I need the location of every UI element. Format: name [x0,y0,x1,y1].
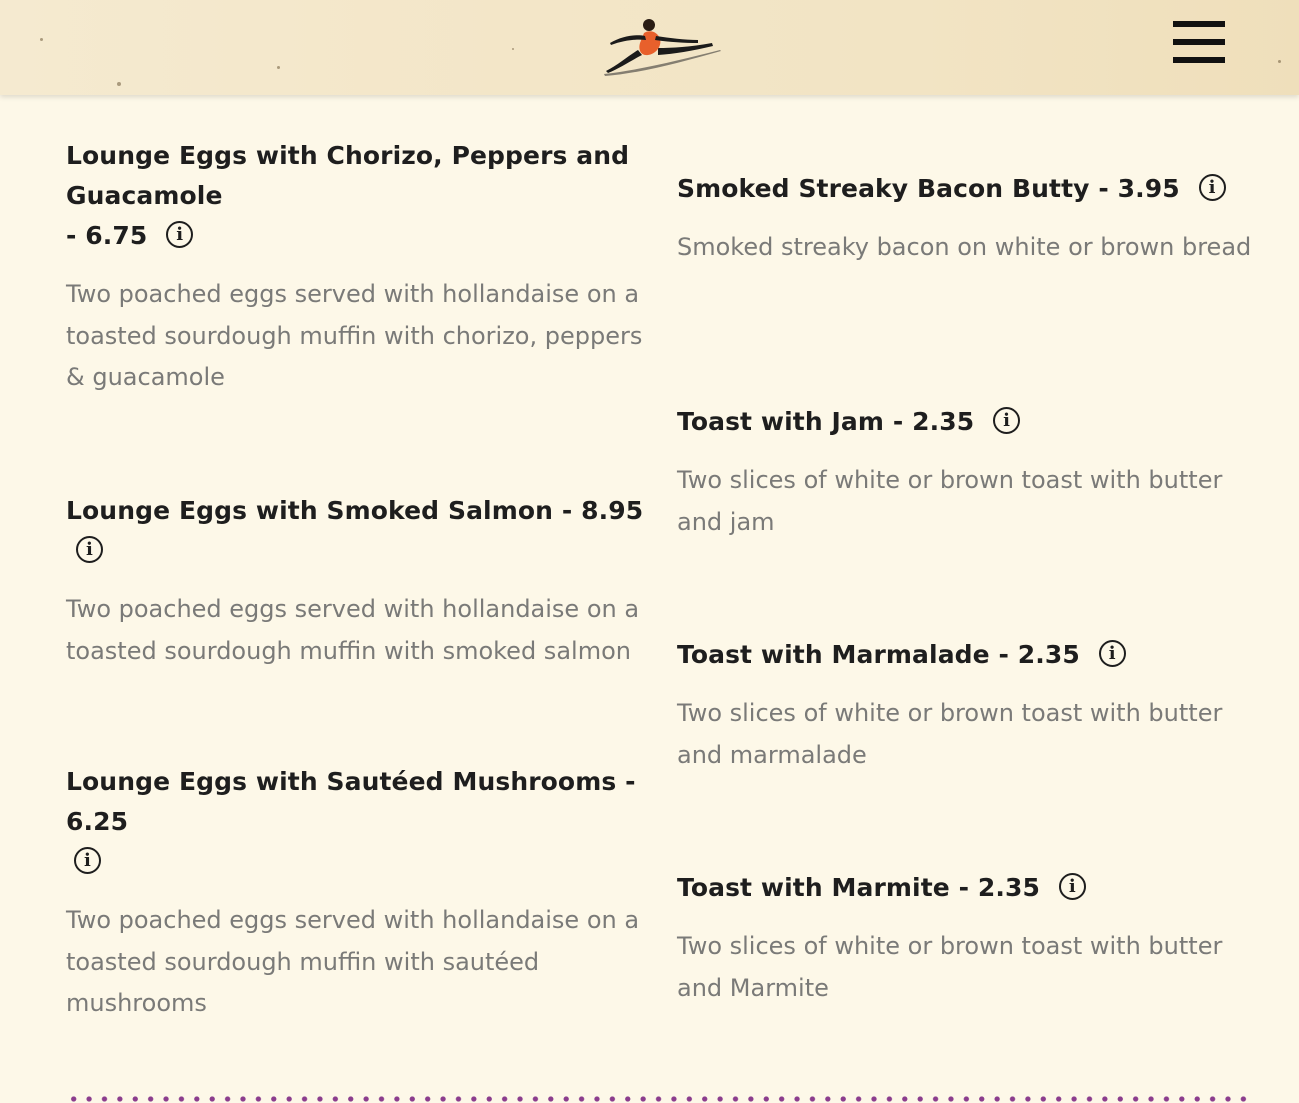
menu-item-price: - 6.25 [66,767,636,836]
paper-texture-speck [512,48,514,50]
info-icon[interactable]: i [166,221,193,248]
info-icon[interactable]: i [993,407,1020,434]
menu-item-title [677,169,1267,209]
menu-item-title [66,136,656,256]
menu-item [677,635,1267,776]
paper-texture-speck [1278,60,1281,63]
info-icon[interactable]: i [1059,873,1086,900]
menu-item-price: - 8.95 [561,496,644,525]
info-icon[interactable]: i [1099,640,1126,667]
menu-item-description: Two slices of white or brown toast with butter and jam [677,466,1223,536]
menu-item-description: Two poached eggs served with hollandaise on a toasted sourdough muffin with chorizo, peppers & guacamole [66,280,643,391]
menu-item [66,762,656,1025]
menu-item-title [677,635,1267,675]
menu-item-title [66,491,656,571]
menu-item [677,402,1267,543]
menu-item-name: Toast with Marmite [677,873,950,902]
menu-item-description: Two poached eggs served with hollandaise on a toasted sourdough muffin with smoked salmon [66,595,640,665]
info-icon[interactable]: i [1199,174,1226,201]
dancer-logo-icon [600,10,724,78]
paper-texture-speck [117,82,121,86]
menu-item-name: Toast with Jam [677,407,885,436]
menu-item-price: - 2.35 [892,407,975,436]
paper-texture-speck [277,66,280,69]
menu-item-name: Lounge Eggs with Smoked Salmon [66,496,554,525]
info-icon[interactable]: i [76,536,103,563]
dotted-divider [66,1095,1252,1103]
hamburger-menu-icon [1173,39,1225,45]
menu-item-title [66,762,656,882]
site-header [0,0,1299,95]
paper-texture-speck [40,38,43,41]
info-icon[interactable]: i [74,847,101,874]
hamburger-menu-icon [1173,21,1225,27]
hamburger-menu-button[interactable] [1166,16,1232,70]
leaping-dancer-logo[interactable] [600,10,724,78]
menu-item-name: Toast with Marmalade [677,640,990,669]
menu-item-title [677,868,1267,908]
menu-item-name: Lounge Eggs with Chorizo, Peppers and Guacamole [66,141,630,210]
menu-item-title [677,402,1267,442]
menu-item-price: - 2.35 [958,873,1041,902]
menu-item [677,868,1267,1009]
menu-item-price: - 6.75 [66,221,148,250]
menu-item-price: - 2.35 [998,640,1080,669]
menu-item [677,169,1267,269]
menu-item [66,136,656,399]
menu-item [66,491,656,672]
menu-item-name: Lounge Eggs with Sautéed Mushrooms [66,767,617,796]
menu-item-description: Two poached eggs served with hollandaise on a toasted sourdough muffin with sautéed mushrooms [66,906,640,1017]
menu-item-price: - 3.95 [1098,174,1180,203]
menu-item-description: Two slices of white or brown toast with butter and Marmite [677,932,1223,1002]
menu-item-description: Smoked streaky bacon on white or brown bread [677,233,1252,261]
menu-item-name: Smoked Streaky Bacon Butty [677,174,1090,203]
menu-item-description: Two slices of white or brown toast with butter and marmalade [677,699,1223,769]
hamburger-menu-icon [1173,57,1225,63]
